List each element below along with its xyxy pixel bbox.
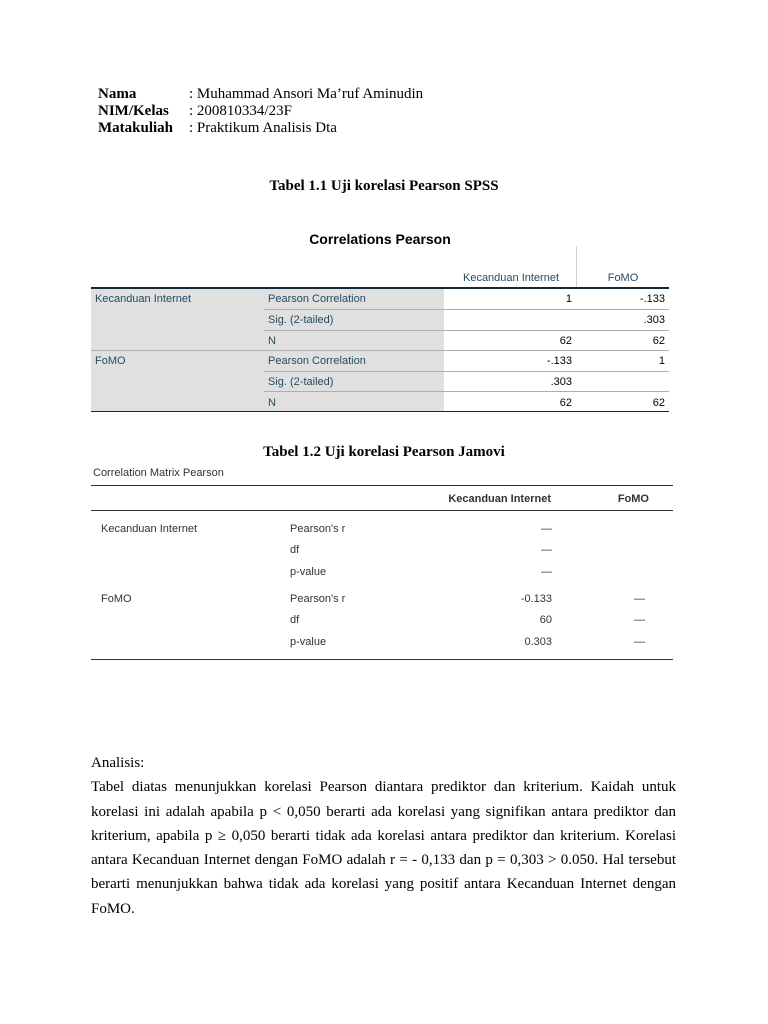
info-value: : Praktikum Analisis Dta (189, 120, 337, 136)
statistic-label: df (290, 614, 300, 626)
analysis-body: Tabel diatas menunjukkan korelasi Pearson diantara prediktor dan kriterium. Kaidah untuk korelasi ini adalah apabila p < 0,050 berarti ada korelasi yang signifikan antara prediktor dan kriterium, apabila p ≥ 0,050 berarti tidak ada korelasi antara prediktor dan kriterium. Korelasi antara Kecanduan Internet dengan FoMO adalah r = - 0,133 dan p = 0,303 > 0.050. Hal tersebut berarti menunjukkan bahwa tidak ada korelasi yang positif antara Kecanduan Internet dengan FoMO. (91, 779, 676, 917)
row-group-label: Kecanduan Internet (95, 293, 192, 305)
info-label: Matakuliah (98, 120, 174, 136)
info-label: NIM/Kelas (98, 103, 169, 119)
column-header: Kecanduan Internet (448, 493, 551, 505)
group-divider (91, 350, 669, 351)
table-top-rule (91, 485, 673, 486)
info-label: Nama (98, 86, 137, 102)
table-cell: 1 (658, 355, 665, 367)
row-group-label: FoMO (95, 355, 126, 367)
info-row-nim (98, 103, 423, 120)
column-header: FoMO (607, 272, 639, 284)
table-cell: — (634, 614, 645, 626)
statistic-label: N (268, 397, 276, 409)
table-cell: — (541, 523, 552, 535)
table1-caption: Tabel 1.1 Uji korelasi Pearson SPSS (269, 178, 499, 194)
statistic-label: Sig. (2-tailed) (268, 314, 334, 326)
info-value: : 200810334/23F (189, 103, 292, 119)
table-bottom-rule (91, 411, 669, 412)
analysis-section (91, 751, 676, 921)
table-cell: — (634, 636, 645, 648)
table-bottom-rule (91, 659, 673, 660)
column-header: Kecanduan Internet (462, 272, 560, 284)
table-cell: 62 (559, 335, 572, 347)
info-row-matakuliah (98, 120, 423, 137)
row-group-label: Kecanduan Internet (101, 523, 198, 535)
statistic-label: p-value (290, 566, 327, 578)
table-cell: 62 (652, 397, 665, 409)
statistic-label: p-value (290, 636, 327, 648)
table-cell: — (634, 593, 645, 605)
statistic-label: N (268, 335, 276, 347)
table-cell: — (541, 544, 552, 556)
row-divider (264, 391, 669, 392)
table2-caption: Tabel 1.2 Uji korelasi Pearson Jamovi (263, 444, 505, 460)
table-cell: 60 (539, 614, 552, 626)
statistic-label: Pearson Correlation (268, 355, 366, 367)
row-group-label: FoMO (101, 593, 132, 605)
row-divider (264, 371, 669, 372)
table-cell: .303 (643, 314, 665, 326)
row-divider (264, 330, 669, 331)
table-header-rule (91, 510, 673, 511)
info-row-nama (98, 86, 423, 103)
column-header: FoMO (617, 493, 649, 505)
analysis-heading: Analisis: (91, 755, 145, 771)
table-cell: -0.133 (520, 593, 552, 605)
table-cell: -.133 (639, 293, 665, 305)
table-cell: 62 (559, 397, 572, 409)
table-cell: -.133 (546, 355, 572, 367)
row-divider (264, 309, 669, 310)
jamovi-correlation-table (91, 485, 673, 661)
statistic-label: Sig. (2-tailed) (268, 376, 334, 388)
table-cell: 0.303 (524, 636, 552, 648)
table-cell: 62 (652, 335, 665, 347)
table-cell: — (541, 566, 552, 578)
spss-correlation-table (91, 246, 669, 412)
spss-table-title: Correlations Pearson (309, 231, 451, 247)
statistic-label: Pearson Correlation (268, 293, 366, 305)
table-cell: .303 (550, 376, 572, 388)
info-value: : Muhammad Ansori Ma’ruf Aminudin (189, 86, 424, 102)
statistic-label: df (290, 544, 300, 556)
statistic-label: Pearson's r (290, 593, 346, 605)
table-cell: 1 (565, 293, 572, 305)
statistic-label: Pearson's r (290, 523, 346, 535)
student-info (98, 86, 423, 137)
jamovi-table-title: Correlation Matrix Pearson (93, 467, 224, 479)
